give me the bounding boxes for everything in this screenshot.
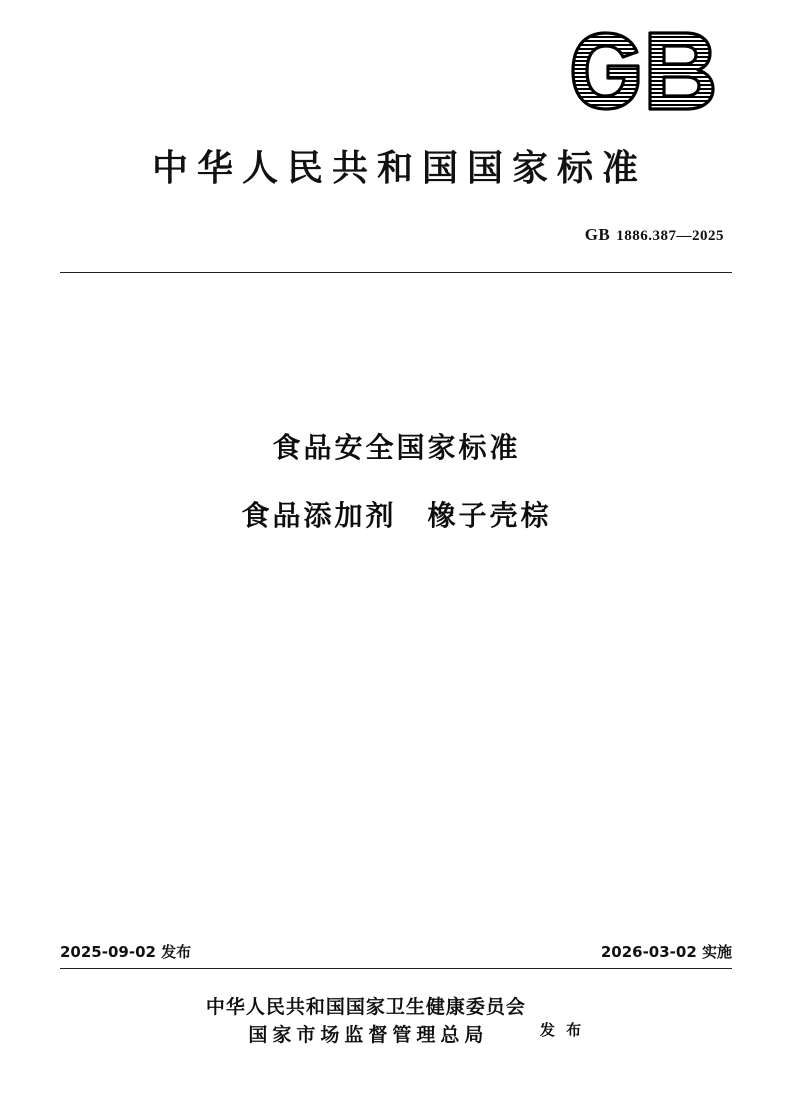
date-row xyxy=(60,941,732,962)
issue-verb: 发 布 xyxy=(539,1020,585,1039)
header-divider xyxy=(60,272,732,273)
issuer-line-2: 国家市场监督管理总局 xyxy=(248,1024,489,1046)
implementation-date: 2026-03-02 实施 xyxy=(600,943,732,961)
standard-number xyxy=(585,225,724,245)
standard-prefix: GB xyxy=(584,225,611,244)
document-title-block xyxy=(0,425,790,539)
footer-divider xyxy=(60,968,732,969)
release-date: 2025-09-02 发布 xyxy=(60,943,192,961)
document-title-secondary: 食品添加剂 橡子壳棕 xyxy=(241,499,552,532)
document-title-primary: 食品安全国家标准 xyxy=(272,431,521,464)
issuer-line-1: 中华人民共和国国家卫生健康委员会 xyxy=(205,996,526,1018)
gb-logo-icon xyxy=(568,28,728,114)
issuer-block xyxy=(0,993,790,1049)
standard-code: 1886.387—2025 xyxy=(616,228,724,244)
page-title: 中华人民共和国国家标准 xyxy=(151,147,647,189)
issuer-names xyxy=(206,993,526,1049)
